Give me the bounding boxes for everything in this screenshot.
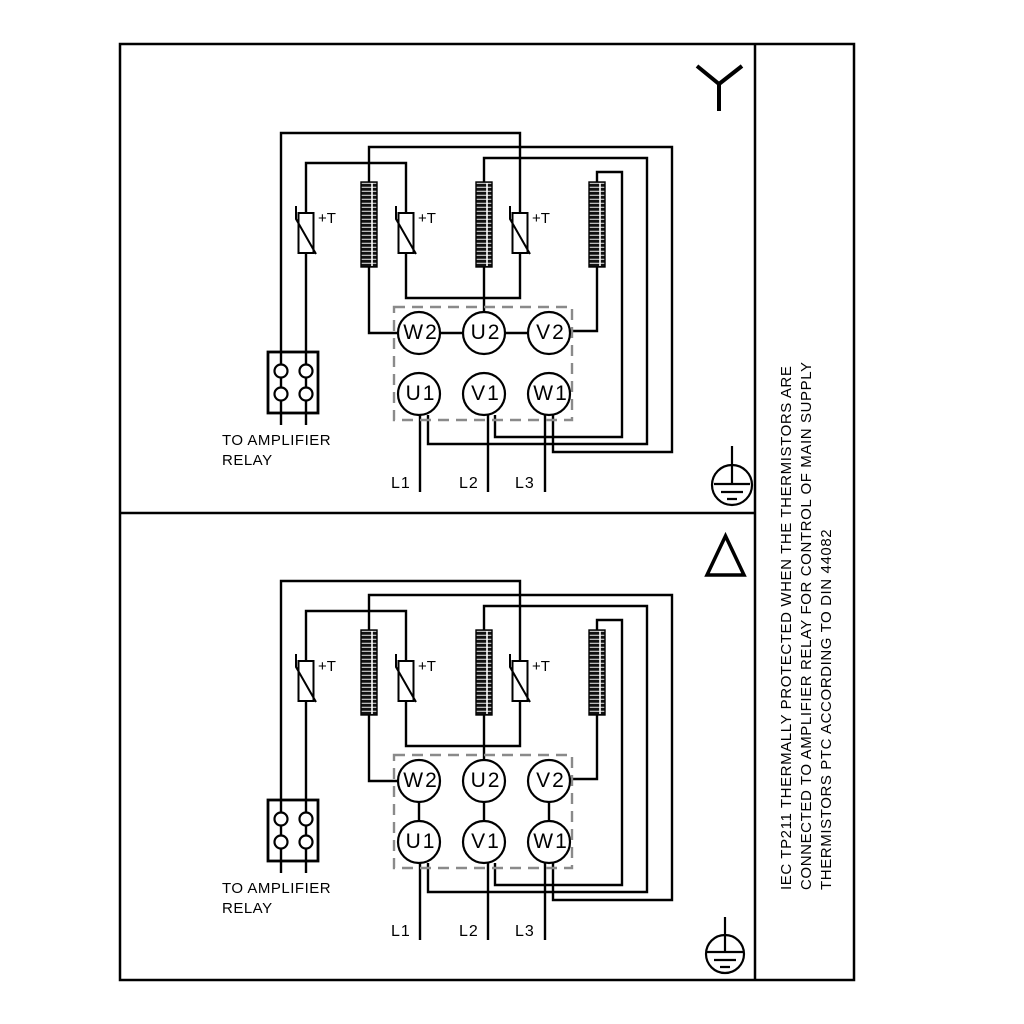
thermistor-label: +T: [318, 658, 336, 675]
supply-label-L1: L1: [391, 475, 411, 492]
thermistor-label: +T: [318, 210, 336, 227]
earth-ground-symbol-bottom: [706, 917, 744, 973]
terminal-label-W1: W1: [533, 830, 569, 853]
supply-label-L2: L2: [459, 923, 479, 940]
delta-symbol: [707, 536, 744, 575]
terminal-label-W1: W1: [533, 382, 569, 405]
supply-label-L3: L3: [515, 923, 535, 940]
relay-caption-line1: TO AMPLIFIER: [222, 880, 332, 897]
terminal-label-U2: U2: [470, 769, 502, 792]
star-symbol: [697, 66, 742, 111]
supply-label-L1: L1: [391, 923, 411, 940]
terminal-label-U1: U1: [405, 382, 437, 405]
thermistor-label: +T: [418, 658, 436, 675]
side-note-line-2: CONNECTED TO AMPLIFIER RELAY FOR CONTROL OF MAIN SUPPLY: [798, 361, 815, 890]
thermistor-label: +T: [532, 210, 550, 227]
terminal-label-U1: U1: [405, 830, 437, 853]
terminal-label-V1: V1: [471, 830, 501, 853]
thermistor-label: +T: [418, 210, 436, 227]
supply-label-L2: L2: [459, 475, 479, 492]
delta-bridge-links: [419, 802, 549, 821]
terminal-label-V2: V2: [536, 769, 566, 792]
terminal-label-W2: W2: [403, 321, 439, 344]
terminal-label-V2: V2: [536, 321, 566, 344]
thermistor-label: +T: [532, 658, 550, 675]
relay-caption-line2: RELAY: [222, 900, 273, 917]
relay-caption-line2: RELAY: [222, 452, 273, 469]
side-note-line-1: IEC TP211 THERMALLY PROTECTED WHEN THE THERMISTORS ARE: [778, 365, 795, 890]
side-note-line-3: THERMISTORS PTC ACCORDING TO DIN 44082: [818, 528, 835, 890]
relay-caption-line1: TO AMPLIFIER: [222, 432, 332, 449]
terminal-label-W2: W2: [403, 769, 439, 792]
terminal-label-U2: U2: [470, 321, 502, 344]
earth-ground-symbol-top: [712, 446, 752, 505]
supply-label-L3: L3: [515, 475, 535, 492]
terminal-label-V1: V1: [471, 382, 501, 405]
